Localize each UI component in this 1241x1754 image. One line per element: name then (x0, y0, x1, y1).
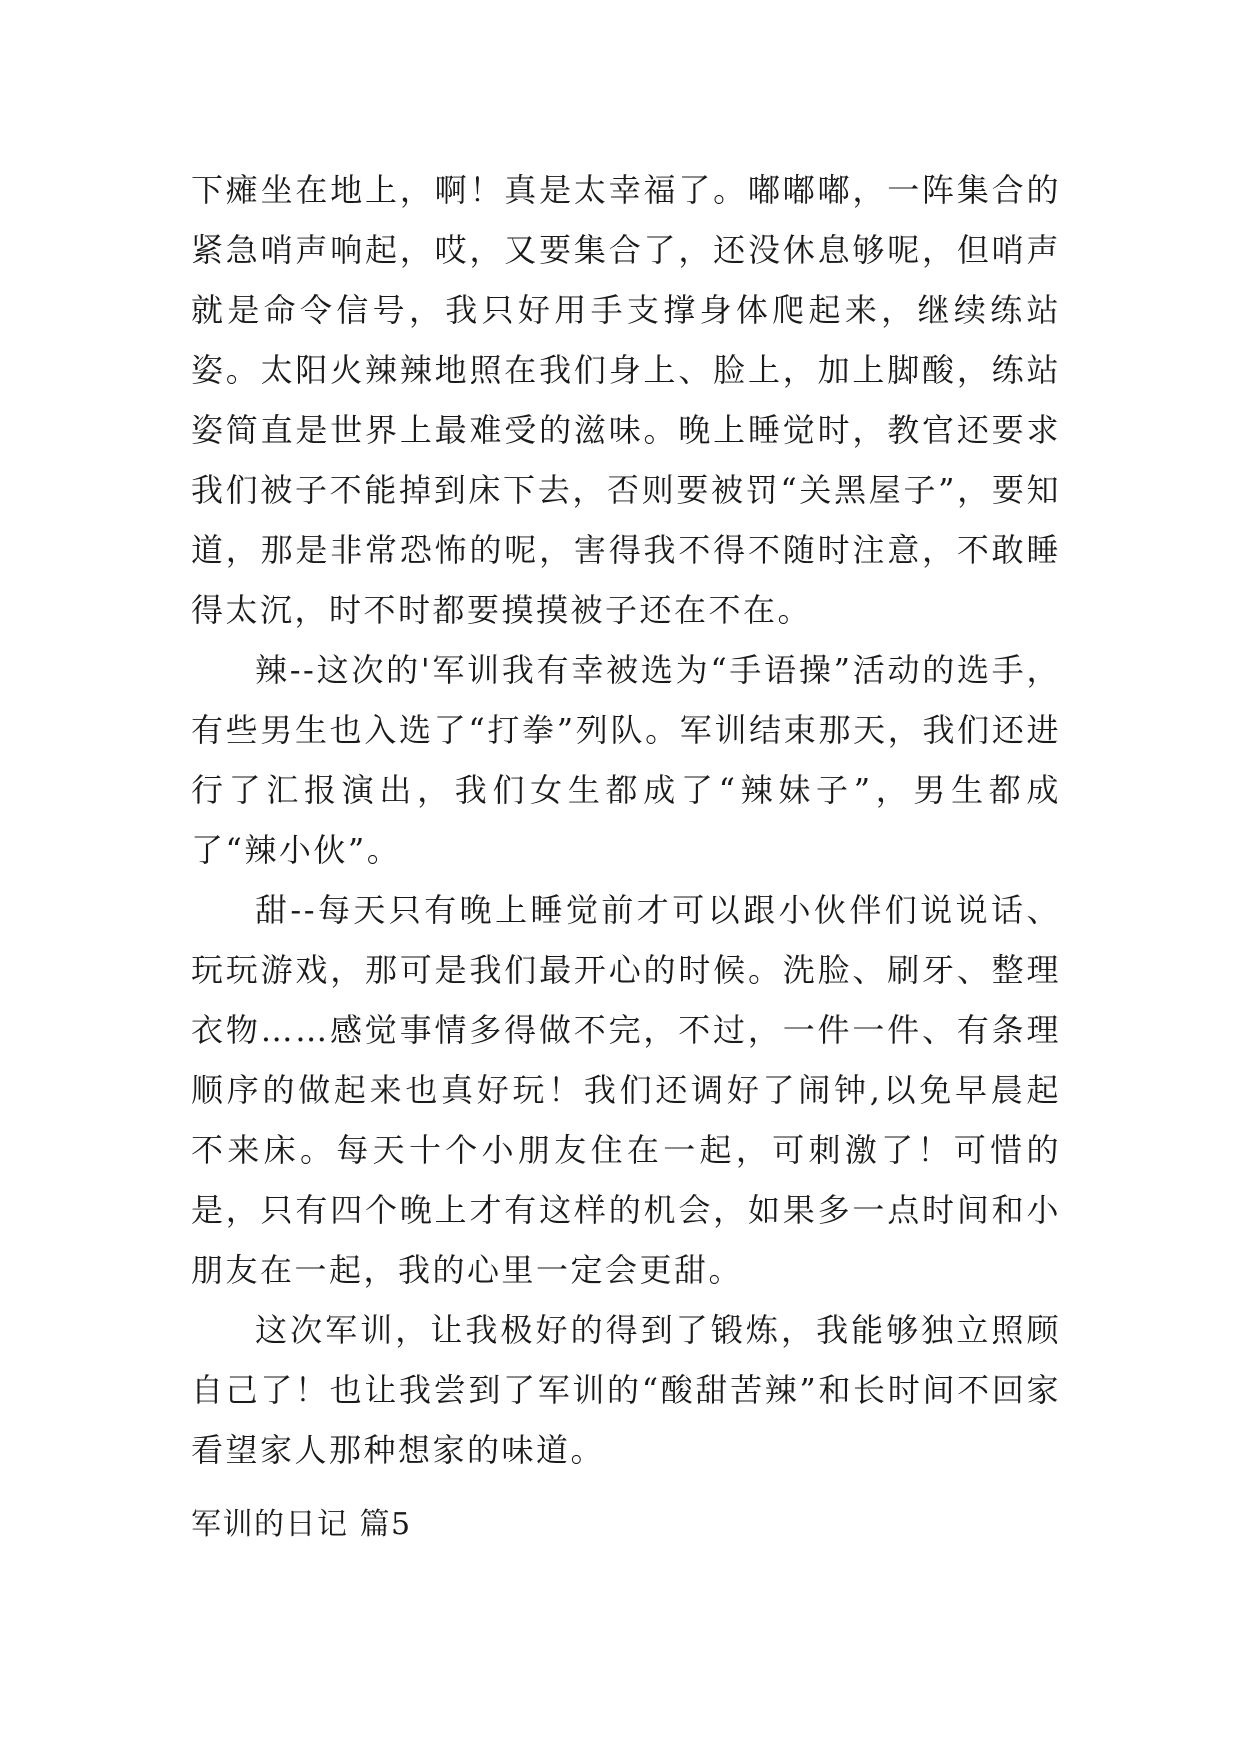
paragraph-1: 下瘫坐在地上，啊！真是太幸福了。嘟嘟嘟，一阵集合的紧急哨声响起，哎，又要集合了，还没休息够呢，但哨声就是命令信号，我只好用手支撑身体爬起来，继续练站姿。太阳火辣辣地照在我们身上、脸上，加上脚酸，练站姿简直是世界上最难受的滋味。晚上睡觉时，教官还要求我们被子不能掉到床下去，否则要被罚“关黑屋子”，要知道，那是非常恐怖的呢，害得我不得不随时注意，不敢睡得太沉，时不时都要摸摸被子还在不在。 (191, 171, 1061, 629)
document-body (191, 160, 1061, 1480)
paragraph-4: 这次军训，让我极好的得到了锻炼，我能够独立照顾自己了！也让我尝到了军训的“酸甜苦辣”和长时间不回家看望家人那种想家的味道。 (191, 1311, 1061, 1469)
section-heading: 军训的日记 篇5 (191, 1507, 412, 1542)
paragraph-2: 辣--这次的'军训我有幸被选为“手语操”活动的选手，有些男生也入选了“打拳”列队。军训结束那天，我们还进行了汇报演出，我们女生都成了“辣妹子”，男生都成了“辣小伙”。 (191, 651, 1061, 869)
paragraph-3: 甜--每天只有晚上睡觉前才可以跟小伙伴们说说话、玩玩游戏，那可是我们最开心的时候。洗脸、刷牙、整理衣物……感觉事情多得做不完，不过，一件一件、有条理顺序的做起来也真好玩！我们还调好了闹钟,以免早晨起不来床。每天十个小朋友住在一起，可刺激了！可惜的是，只有四个晚上才有这样的机会，如果多一点时间和小朋友在一起，我的心里一定会更甜。 (191, 891, 1061, 1289)
